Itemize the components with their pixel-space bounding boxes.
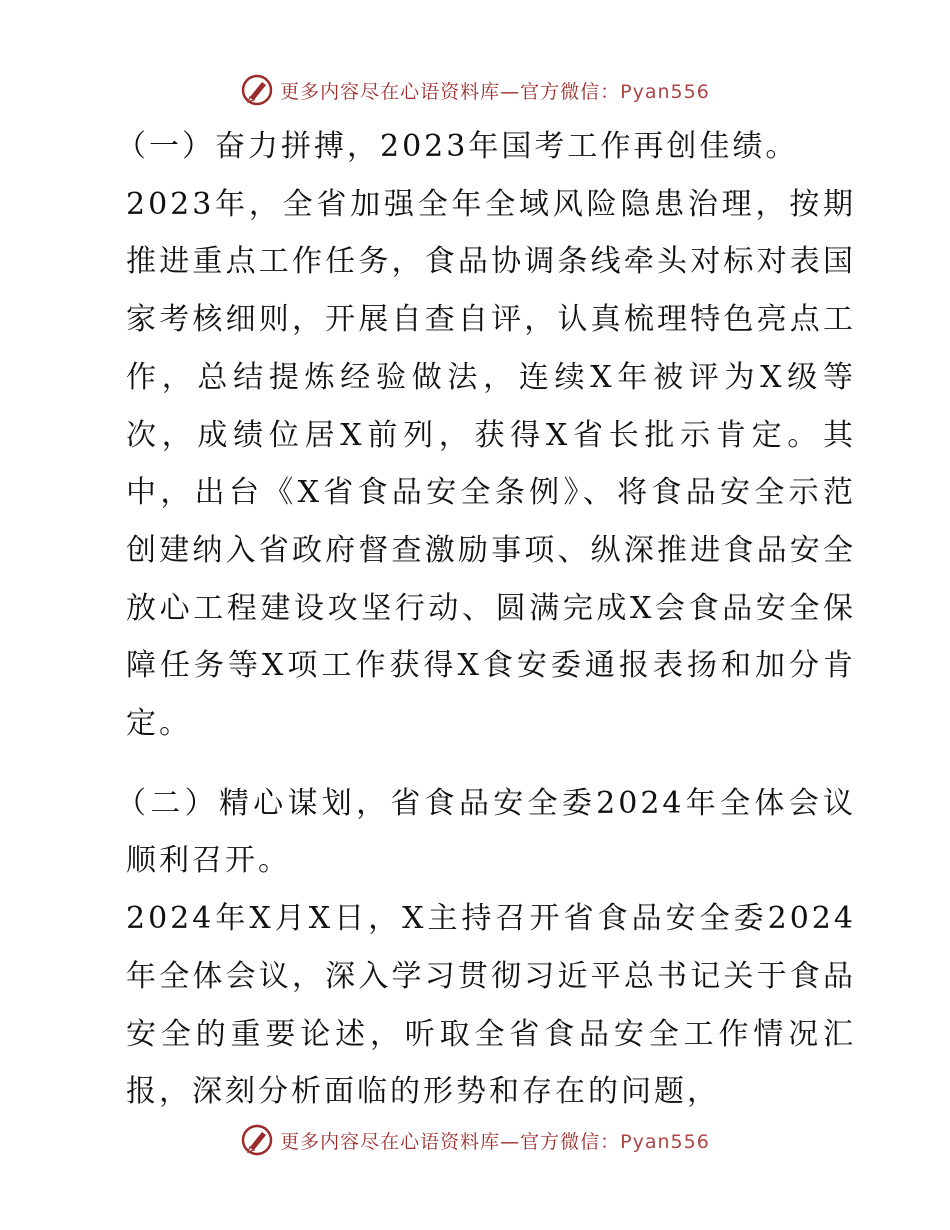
document-body xyxy=(116,118,856,1121)
footer-watermark-banner xyxy=(0,1120,950,1160)
wechat-handle: Pyan556 xyxy=(620,80,710,103)
section-1-body: 2023年，全省加强全年全域风险隐患治理，按期推进重点工作任务，食品协调条线牵头对标对表国家考核细则，开展自查自评，认真梳理特色亮点工作，总结提炼经验做法，连续X年被评为X级等次，成绩位居X前列，获得X省长批示肯定。其中，出台《X省食品安全条例》、将食品安全示范创建纳入省政府督查激励事项、纵深推进食品安全放心工程建设攻坚行动、圆满完成X会食品安全保障任务等X项工作获得X食安委通报表扬和加分肯定。 xyxy=(126,186,856,742)
pen-logo-icon xyxy=(240,73,274,107)
wechat-handle: Pyan556 xyxy=(620,1130,710,1153)
section-2-heading: （二）精心谋划，省食品安全委2024年全体会议顺利召开。 xyxy=(116,785,856,879)
watermark-text: 更多内容尽在心语资料库—官方微信：Pyan556 xyxy=(280,80,710,103)
section-1-heading: （一）奋力拼搏，2023年国考工作再创佳绩。 xyxy=(116,129,799,164)
pen-logo-icon xyxy=(240,1123,274,1157)
section-2-body: 2024年X月X日，X主持召开省食品安全委2024年全体会议，深入学习贯彻习近平总书记关于食品安全的重要论述，听取全省食品安全工作情况汇报，深刻分析面临的形势和存在的问题， xyxy=(126,901,856,1110)
watermark-text: 更多内容尽在心语资料库—官方微信：Pyan556 xyxy=(280,1130,710,1153)
header-watermark-banner xyxy=(0,70,950,110)
